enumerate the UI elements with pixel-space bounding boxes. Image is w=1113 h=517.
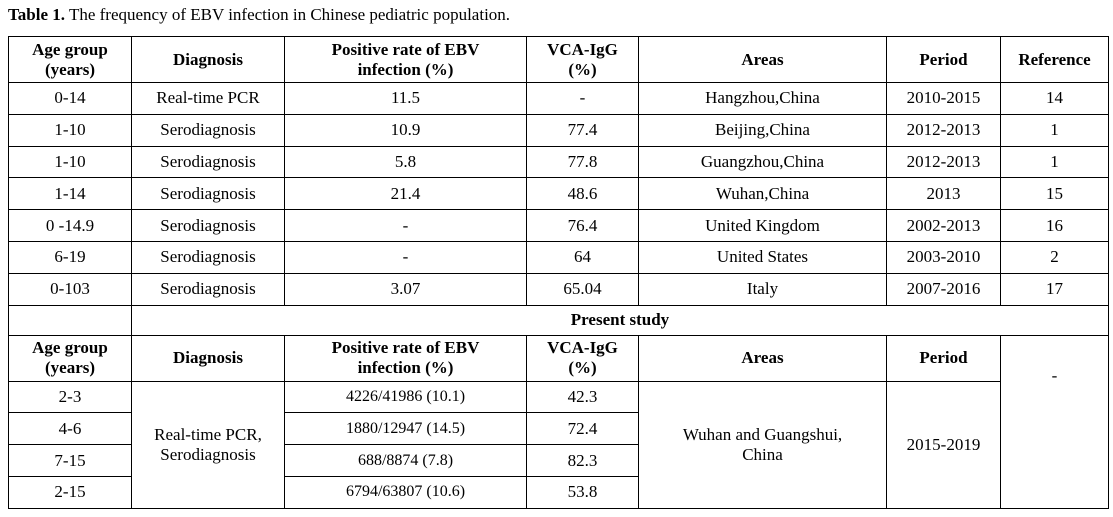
ebv-frequency-table <box>8 36 1109 509</box>
cell-positive: 3.07 <box>285 273 527 305</box>
present-study-period: 2015-2019 <box>887 381 1001 508</box>
cell-vca: 42.3 <box>527 381 639 413</box>
cell-reference: 1 <box>1001 146 1109 178</box>
cell-period: 2012-2013 <box>887 146 1001 178</box>
cell-diagnosis: Serodiagnosis <box>132 114 285 146</box>
cell-age: 0-14 <box>9 83 132 115</box>
cell-period: 2013 <box>887 178 1001 210</box>
cell-positive: 4226/41986 (10.1) <box>285 381 527 413</box>
cell-positive: 10.9 <box>285 114 527 146</box>
cell-age: 1-14 <box>9 178 132 210</box>
cell-reference: 1 <box>1001 114 1109 146</box>
cell-reference: 16 <box>1001 210 1109 242</box>
cell-areas: United Kingdom <box>639 210 887 242</box>
cell-vca: 82.3 <box>527 445 639 477</box>
header-period: Period <box>887 37 1001 83</box>
cell-reference: 17 <box>1001 273 1109 305</box>
cell-reference: 15 <box>1001 178 1109 210</box>
table-row <box>9 83 1109 115</box>
cell-diagnosis: Serodiagnosis <box>132 273 285 305</box>
cell-areas: United States <box>639 241 887 273</box>
cell-positive: 11.5 <box>285 83 527 115</box>
header-row <box>9 37 1109 83</box>
present-study-row <box>9 305 1109 335</box>
cell-positive: 6794/63807 (10.6) <box>285 476 527 508</box>
cell-areas: Beijing,China <box>639 114 887 146</box>
present-study-header-row <box>9 335 1109 381</box>
caption-text: The frequency of EBV infection in Chinese pediatric population. <box>65 5 511 24</box>
table-caption <box>8 5 510 25</box>
header-vca-igg: VCA-IgG (%) <box>527 335 639 381</box>
cell-diagnosis: Serodiagnosis <box>132 241 285 273</box>
cell-positive: - <box>285 210 527 242</box>
cell-areas: Hangzhou,China <box>639 83 887 115</box>
cell-period: 2003-2010 <box>887 241 1001 273</box>
cell-vca: 53.8 <box>527 476 639 508</box>
table-row <box>9 146 1109 178</box>
header-age-group: Age group (years) <box>9 37 132 83</box>
cell-age: 0-103 <box>9 273 132 305</box>
header-positive-rate: Positive rate of EBV infection (%) <box>285 37 527 83</box>
cell-positive: 1880/12947 (14.5) <box>285 413 527 445</box>
header-positive-rate: Positive rate of EBV infection (%) <box>285 335 527 381</box>
cell-vca: 72.4 <box>527 413 639 445</box>
cell-age: 4-6 <box>9 413 132 445</box>
table-row <box>9 381 1109 413</box>
cell-vca: 65.04 <box>527 273 639 305</box>
cell-vca: 48.6 <box>527 178 639 210</box>
cell-period: 2007-2016 <box>887 273 1001 305</box>
present-study-areas: Wuhan and Guangshui, China <box>639 381 887 508</box>
cell-diagnosis: Serodiagnosis <box>132 178 285 210</box>
cell-positive: 688/8874 (7.8) <box>285 445 527 477</box>
cell-areas: Guangzhou,China <box>639 146 887 178</box>
cell-positive: 21.4 <box>285 178 527 210</box>
cell-areas: Italy <box>639 273 887 305</box>
cell-age: 2-3 <box>9 381 132 413</box>
cell-period: 2002-2013 <box>887 210 1001 242</box>
table-row <box>9 210 1109 242</box>
header-areas: Areas <box>639 37 887 83</box>
present-study-spacer <box>9 305 132 335</box>
cell-areas: Wuhan,China <box>639 178 887 210</box>
header-vca-igg: VCA-IgG (%) <box>527 37 639 83</box>
cell-positive: - <box>285 241 527 273</box>
cell-reference: 14 <box>1001 83 1109 115</box>
cell-age: 1-10 <box>9 146 132 178</box>
present-study-diagnosis: Real-time PCR, Serodiagnosis <box>132 381 285 508</box>
table-row <box>9 241 1109 273</box>
cell-period: 2012-2013 <box>887 114 1001 146</box>
header-diagnosis: Diagnosis <box>132 37 285 83</box>
cell-period: 2010-2015 <box>887 83 1001 115</box>
caption-label: Table 1. <box>8 5 66 24</box>
cell-vca: 77.4 <box>527 114 639 146</box>
header-reference: Reference <box>1001 37 1109 83</box>
cell-vca: 64 <box>527 241 639 273</box>
cell-reference: 2 <box>1001 241 1109 273</box>
cell-positive: 5.8 <box>285 146 527 178</box>
header-period: Period <box>887 335 1001 381</box>
cell-vca: 77.8 <box>527 146 639 178</box>
cell-vca: 76.4 <box>527 210 639 242</box>
header-areas: Areas <box>639 335 887 381</box>
cell-vca: - <box>527 83 639 115</box>
cell-diagnosis: Serodiagnosis <box>132 210 285 242</box>
cell-age: 7-15 <box>9 445 132 477</box>
table-row <box>9 273 1109 305</box>
cell-age: 0 -14.9 <box>9 210 132 242</box>
cell-age: 1-10 <box>9 114 132 146</box>
cell-diagnosis: Real-time PCR <box>132 83 285 115</box>
table-row <box>9 178 1109 210</box>
present-study-title: Present study <box>132 305 1109 335</box>
present-study-reference: - <box>1001 335 1109 508</box>
header-diagnosis: Diagnosis <box>132 335 285 381</box>
cell-diagnosis: Serodiagnosis <box>132 146 285 178</box>
cell-age: 2-15 <box>9 476 132 508</box>
table-row <box>9 114 1109 146</box>
cell-age: 6-19 <box>9 241 132 273</box>
header-age-group: Age group (years) <box>9 335 132 381</box>
